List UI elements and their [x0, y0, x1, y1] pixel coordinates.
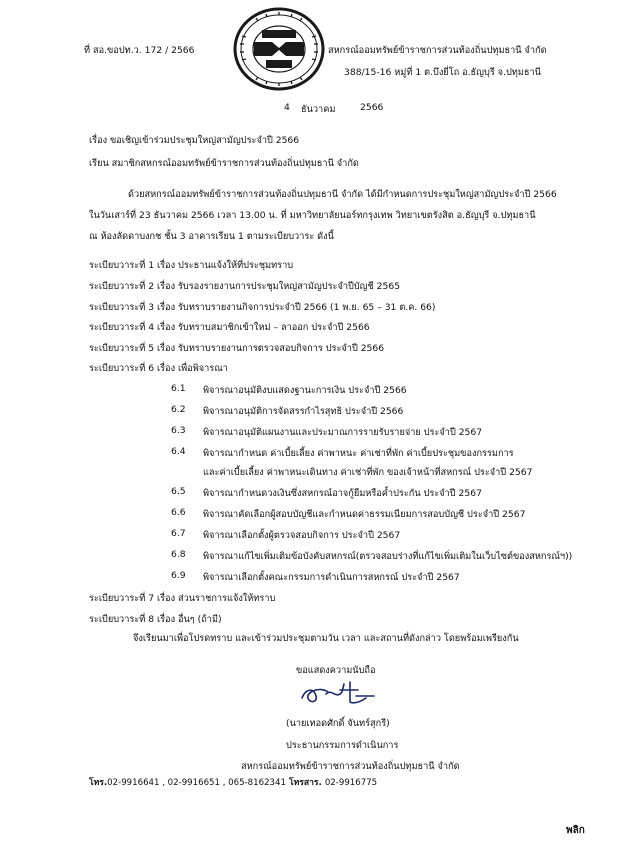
- sub-item-text: พิจารณาอนุมัติงบแสดงฐานะการเงิน ประจำปี 2566: [203, 385, 407, 396]
- agenda-item: ระเบียบวาระที่ 8 เรื่อง อื่นๆ (ถ้ามี): [89, 614, 222, 625]
- signer-organization: สหกรณ์ออมทรัพย์ข้าราชการส่วนท้องถิ่นปทุมธานี จำกัด: [241, 761, 460, 772]
- sub-item-text: พิจารณาแก้ไขเพิ่มเติมข้อบังคับสหกรณ์(ตรวจสอบร่างที่แก้ไขเพิ่มเติมในเว็บไซต์ของสหกรณ์ฯ)): [203, 551, 573, 562]
- organization-name: สหกรณ์ออมทรัพย์ข้าราชการส่วนท้องถิ่นปทุมธานี จำกัด: [328, 45, 547, 56]
- sub-item-text: พิจารณาคัดเลือกผู้สอบบัญชีและกำหนดค่าธรรมเนียมการสอบบัญชี ประจำปี 2567: [203, 509, 526, 520]
- sub-item-text: พิจารณาเลือกตั้งผู้ตรวจสอบกิจการ ประจำปี 2567: [203, 530, 401, 541]
- sub-item-number: 6.4: [171, 446, 186, 457]
- signer-position: ประธานกรรมการดำเนินการ: [286, 740, 399, 751]
- agenda-item: ระเบียบวาระที่ 4 เรื่อง รับทราบสมาชิกเข้าใหม่ – ลาออก ประจำปี 2566: [89, 322, 370, 333]
- agenda-item: ระเบียบวาระที่ 5 เรื่อง รับทราบรายงานการตรวจสอบกิจการ ประจำปี 2566: [89, 343, 385, 354]
- sub-item-text-continued: และค่าเบี้ยเลี้ยง ค่าพาหนะเดินทาง ค่าเช่าที่พัก ของเจ้าหน้าที่สหกรณ์ ประจำปี 2567: [203, 467, 533, 478]
- date-year: 2566: [360, 102, 384, 113]
- sub-item-number: 6.7: [171, 528, 186, 539]
- sub-item-text: พิจารณาอนุมัติแผนงานและประมาณการรายรับรายจ่าย ประจำปี 2567: [203, 427, 483, 438]
- sub-item-number: 6.2: [171, 404, 186, 415]
- addressee-line: เรียน สมาชิกสหกรณ์ออมทรัพย์ข้าราชการส่วนท้องถิ่นปทุมธานี จำกัด: [89, 158, 359, 169]
- sub-item-number: 6.5: [171, 486, 186, 497]
- sub-item-number: 6.1: [171, 383, 186, 394]
- agenda-item: ระเบียบวาระที่ 7 เรื่อง ส่วนราชการแจ้งให้ทราบ: [89, 593, 276, 604]
- agenda-item: ระเบียบวาระที่ 3 เรื่อง รับทราบรายงานกิจการประจำปี 2566 (1 พ.ย. 65 – 31 ต.ค. 66): [89, 302, 436, 313]
- sub-item-text: พิจารณาเลือกตั้งคณะกรรมการดำเนินการสหกรณ์ ประจำปี 2567: [203, 572, 460, 583]
- date-month: ธันวาคม: [301, 104, 336, 115]
- contact-info: [89, 775, 377, 789]
- sub-item-text: พิจารณาอนุมัติการจัดสรรกำไรสุทธิ ประจำปี 2566: [203, 406, 404, 417]
- phone-label: โทร.: [89, 778, 108, 788]
- complimentary-close: ขอแสดงความนับถือ: [296, 665, 376, 676]
- reference-number: ที่ สอ.ขอปท.ว. 172 / 2566: [84, 45, 195, 56]
- sub-item-number: 6.3: [171, 425, 186, 436]
- cooperative-seal-logo: [232, 6, 326, 92]
- sub-item-number: 6.6: [171, 507, 186, 518]
- sub-item-text: พิจารณากำหนดวงเงินซึ่งสหกรณ์อาจกู้ยืมหรือค้ำประกัน ประจำปี 2567: [203, 488, 482, 499]
- subject-line: เรื่อง ขอเชิญเข้าร่วมประชุมใหญ่สามัญประจำปี 2566: [89, 135, 300, 146]
- sub-item-number: 6.9: [171, 570, 186, 581]
- handwritten-signature: [296, 678, 378, 708]
- fax-number: 02-9916775: [324, 778, 378, 788]
- agenda-item: ระเบียบวาระที่ 6 เรื่อง เพื่อพิจารณา: [89, 363, 228, 374]
- agenda-item: ระเบียบวาระที่ 1 เรื่อง ประธานแจ้งให้ที่ประชุมทราบ: [89, 260, 294, 271]
- fax-label: โทรสาร.: [288, 778, 322, 788]
- body-paragraph-line: ด้วยสหกรณ์ออมทรัพย์ข้าราชการส่วนท้องถิ่นปทุมธานี จำกัด ได้มีกำหนดการประชุมใหญ่สามัญประจำปี 2566: [128, 189, 557, 200]
- sub-item-number: 6.8: [171, 549, 186, 560]
- organization-address: 388/15-16 หมู่ที่ 1 ต.บึงยี่โถ อ.ธัญบุรี จ.ปทุมธานี: [344, 67, 541, 78]
- phone-numbers: 02-9916641 , 02-9916651 , 065-8162341: [107, 778, 286, 788]
- body-paragraph-line: ในวันเสาร์ที่ 23 ธันวาคม 2566 เวลา 13.00 น. ที่ มหาวิทยาลัยนอร์ทกรุงเทพ วิทยาเขตรังสิต อ.ธัญบุรี จ.ปทุมธานี: [89, 210, 536, 221]
- body-paragraph-line: ณ ห้องลัดดาบงกช ชั้น 3 อาคารเรียน 1 ตามระเบียบวาระ ดังนี้: [89, 231, 334, 242]
- turn-over-note: พลิก: [566, 825, 585, 836]
- date-day: 4: [284, 102, 290, 113]
- agenda-item: ระเบียบวาระที่ 2 เรื่อง รับรองรายงานการประชุมใหญ่สามัญประจำปีบัญชี 2565: [89, 281, 401, 292]
- closing-sentence: จึงเรียนมาเพื่อโปรดทราบ และเข้าร่วมประชุมตามวัน เวลา และสถานที่ดังกล่าว โดยพร้อมเพรียงกัน: [133, 633, 519, 644]
- signer-name: (นายเทอดศักดิ์ จันทร์สุกรี): [286, 718, 390, 729]
- sub-item-text: พิจารณากำหนด ค่าเบี้ยเลี้ยง ค่าพาหนะ ค่าเช่าที่พัก ค่าเบี้ยประชุมของกรรมการ: [203, 448, 514, 459]
